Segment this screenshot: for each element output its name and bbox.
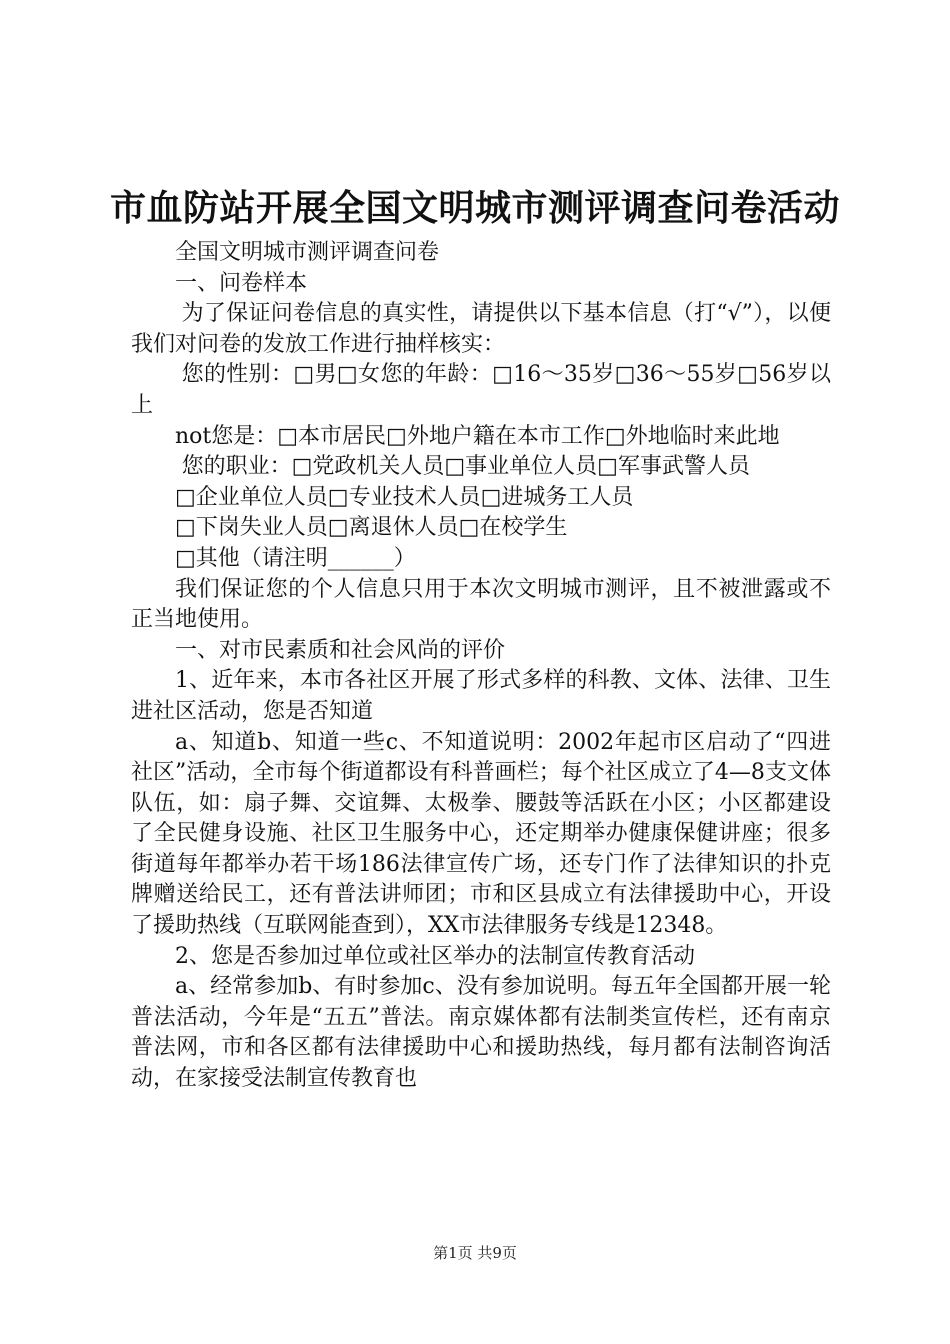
occupation-line: 您的职业：□党政机关人员□事业单位人员□军事武警人员 (181, 454, 750, 480)
question-1: 1、近年来，本市各社区开展了形式多样的科教、文体、法律、卫生进社区活动，您是否知道 (131, 668, 831, 724)
question-2-answer: a、经常参加b、有时参加c、没有参加说明。每五年全国都开展一轮普法活动，今年是“五五”普法。南京媒体都有法制类宣传栏，还有南京普法网，市和各区都有法律援助中心和援助热线，每月都有法制咨询活动，在家接受法制宣传教育也 (131, 974, 831, 1092)
gender-age-line: 您的性别：□男□女您的年龄：□16～35岁□36～55岁□56岁以上 (131, 362, 831, 418)
questionnaire-heading: 全国文明城市测评调查问卷 (175, 240, 440, 265)
question-1-answer: a、知道b、知道一些c、不知道说明：2002年起市区启动了“四进社区”活动，全市每个街道都设有科普画栏；每个社区成立了4—8支文体队伍，如：扇子舞、交谊舞、太极拳、腰鼓等活跃在小区；小区都建设了全民健身设施、社区卫生服务中心，还定期举办健康保健讲座；很多街道每年都举办若干场186法律宣传广场，还专门作了法律知识的扑克牌赠送给民工，还有普法讲师团；市和区县成立有法律援助中心，开设了援助热线（互联网能查到），XX市法律服务专线是12348。 (131, 729, 831, 939)
residence-line: not您是：□本市居民□外地户籍在本市工作□外地临时来此地 (175, 423, 780, 449)
document-title: 市血防站开展全国文明城市测评调查问卷活动 (109, 188, 840, 229)
section-heading-evaluation: 一、对市民素质和社会风尚的评价 (175, 637, 506, 663)
document-body (131, 238, 831, 1095)
occupation-other-line: □其他（请注明______） (175, 545, 416, 571)
question-2: 2、您是否参加过单位或社区举办的法制宣传教育活动 (175, 943, 695, 969)
info-request-paragraph: 为了保证问卷信息的真实性，请提供以下基本信息（打“√”），以便我们对问卷的发放工作进行抽样核实： (131, 301, 831, 357)
section-heading-sample: 一、问卷样本 (175, 270, 308, 296)
privacy-statement: 我们保证您的个人信息只用于本次文明城市测评，且不被泄露或不正当地使用。 (131, 576, 831, 633)
page-footer: 第1页 共9页 (433, 1244, 517, 1262)
occupation-options-line-2: □下岗失业人员□离退休人员□在校学生 (175, 515, 568, 541)
occupation-options-line-1: □企业单位人员□专业技术人员□进城务工人员 (175, 484, 634, 510)
